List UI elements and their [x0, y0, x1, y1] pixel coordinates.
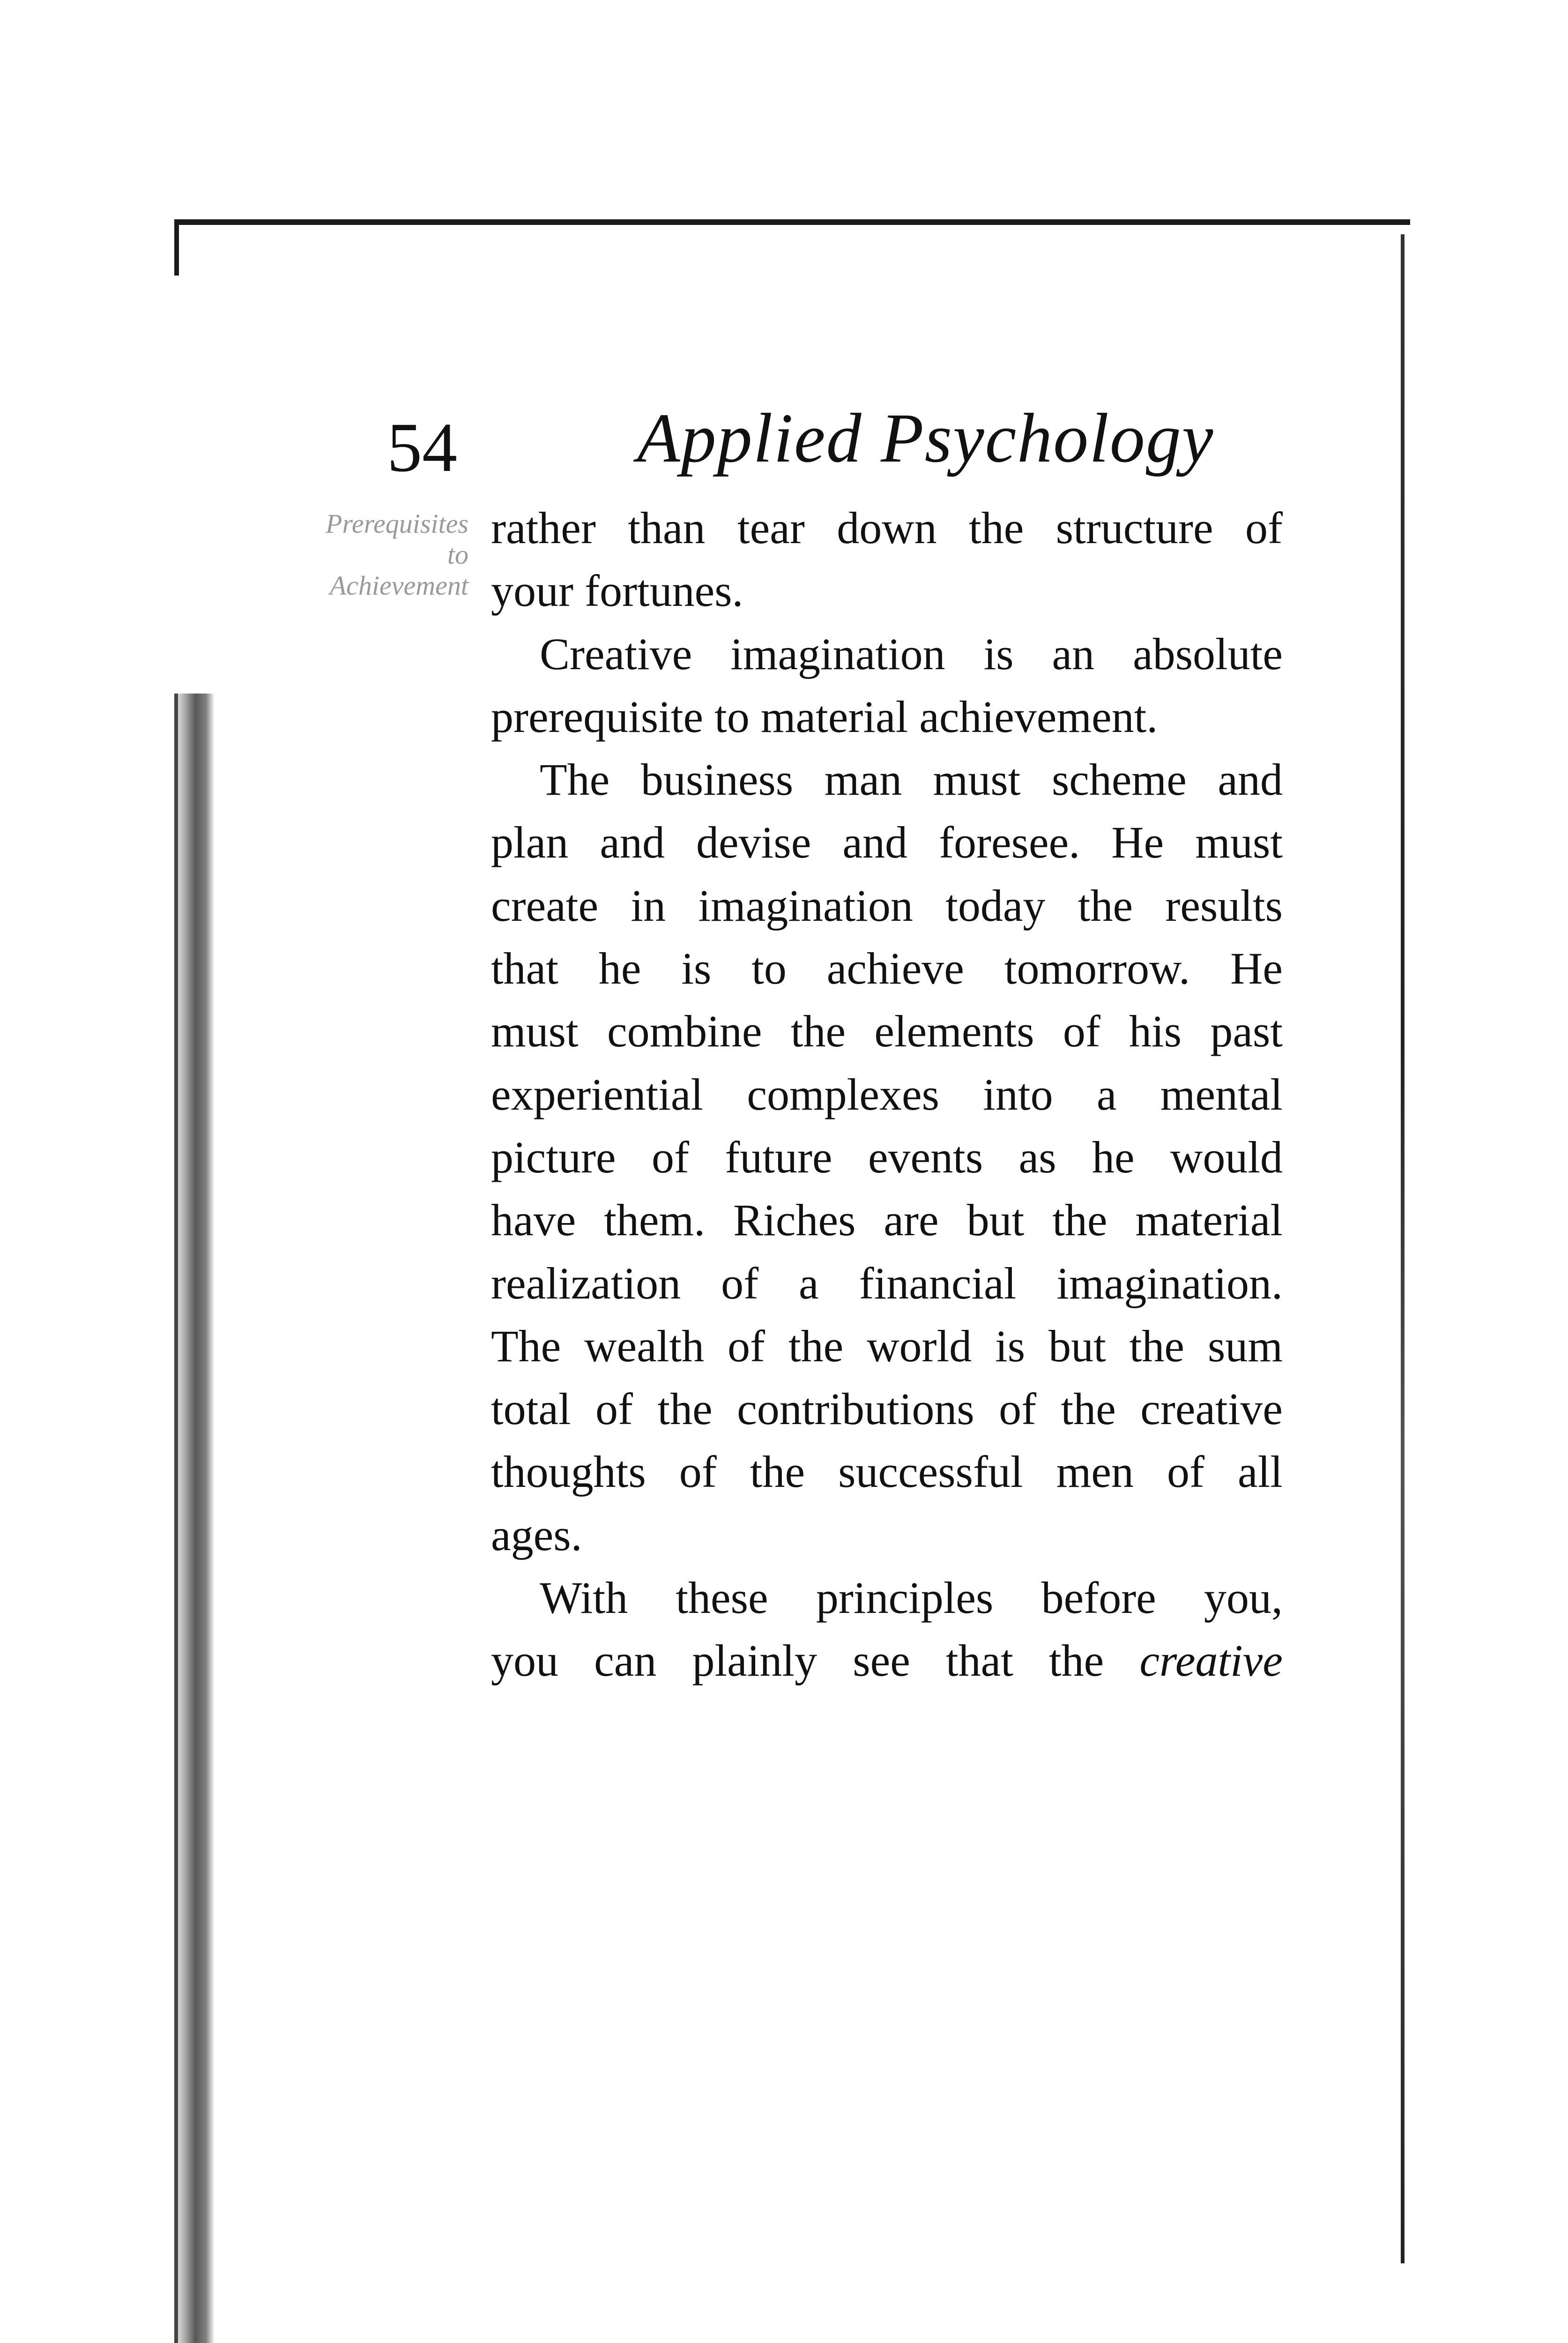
scan-border-right [1401, 234, 1405, 2263]
scan-border-left-shadow [172, 694, 215, 2343]
italic-word: creative [1139, 1635, 1283, 1686]
text-line: your fortunes. [491, 566, 743, 616]
text-line: realization of a financial imagination. [491, 1258, 1283, 1308]
text-line-start: you can plainly see that the [491, 1635, 1104, 1686]
text-line: have them. Riches are but the material [491, 1195, 1283, 1246]
scan-border-corner [174, 219, 179, 276]
text-line: create in imagination today the results [491, 880, 1283, 931]
text-line: total of the contributions of the creative [491, 1384, 1283, 1434]
text-line: plan and devise and foresee. He must [491, 817, 1283, 868]
body-text [491, 497, 1283, 1693]
text-line: The business man must scheme and [540, 754, 1283, 805]
text-line: experiential complexes into a mental [491, 1069, 1283, 1119]
text-line: that he is to achieve tomorrow. He [491, 943, 1283, 994]
text-line: must combine the elements of his past [491, 1006, 1283, 1057]
text-line: picture of future events as he would [491, 1132, 1283, 1182]
text-line: ages. [491, 1509, 582, 1560]
margin-note-line: Prerequisites [326, 508, 468, 539]
margin-note-line: Achievement [329, 570, 468, 601]
page-number: 54 [387, 409, 457, 486]
text-line-final [491, 1629, 1283, 1692]
running-head: Applied Psychology [637, 399, 1214, 477]
text-line: Creative imagination is an absolute [540, 628, 1283, 679]
margin-note [262, 508, 468, 601]
text-line: With these principles before you, [540, 1573, 1283, 1623]
text-line: thoughts of the successful men of all [491, 1447, 1283, 1497]
scan-border-left [174, 694, 178, 2343]
text-line: The wealth of the world is but the sum [491, 1321, 1283, 1371]
text-line: prerequisite to material achievement. [491, 691, 1158, 742]
text-line: rather than tear down the structure of [491, 503, 1283, 553]
margin-note-line: to [447, 539, 468, 570]
scan-border-top [178, 219, 1410, 225]
